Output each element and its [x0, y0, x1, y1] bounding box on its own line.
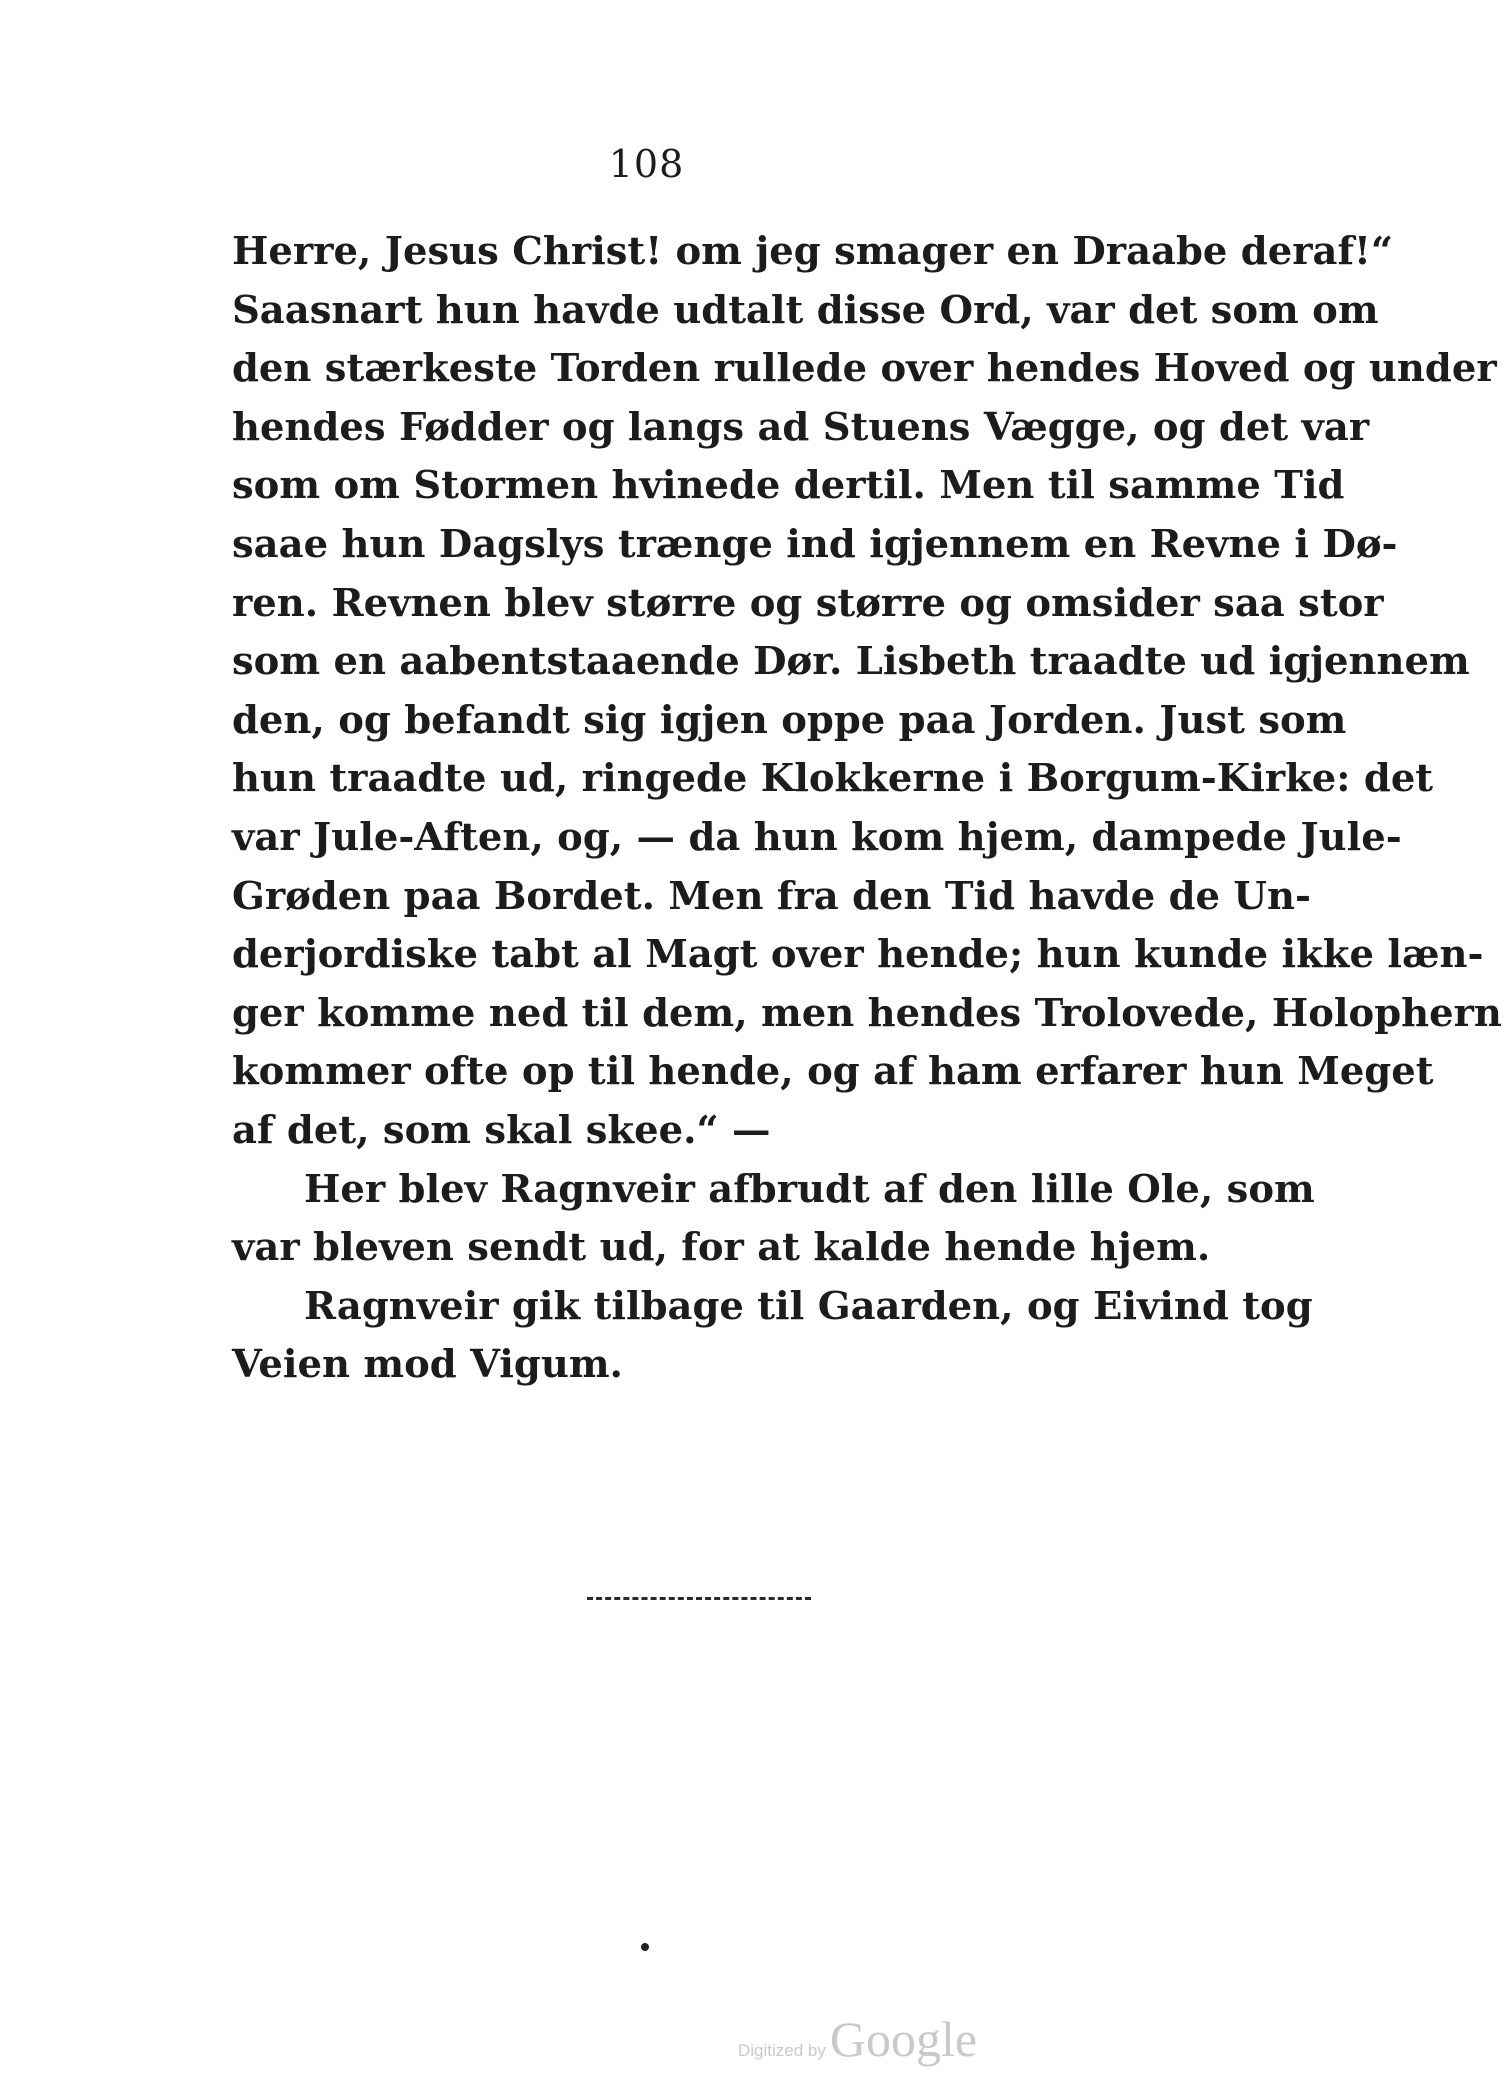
text-line: som en aabentstaaende Dør. Lisbeth traadte ud igjennem: [232, 639, 1470, 685]
text-line: Herre, Jesus Christ! om jeg smager en Draabe deraf!“: [232, 229, 1394, 274]
text-line: Her blev Ragnveir afbrudt af den lille Ole, som: [304, 1166, 1315, 1212]
watermark-small: Digitized by: [738, 2041, 826, 2060]
text-line: den stærkeste Torden rullede over hendes Hoved og under: [232, 346, 1497, 392]
watermark: [738, 2010, 977, 2068]
text-line: Saasnart hun havde udtalt disse Ord, var det som om: [232, 287, 1379, 333]
text-line: hendes Fødder og langs ad Stuens Vægge, og det var: [232, 404, 1370, 450]
text-line: hun traadte ud, ringede Klokkerne i Borgum-Kirke: det: [232, 756, 1434, 802]
text-line: Grøden paa Bordet. Men fra den Tid havde de Un-: [232, 873, 1311, 919]
watermark-logo: Google: [829, 2011, 978, 2067]
text-line: saae hun Dagslys trænge ind igjennem en Revne i Dø-: [232, 521, 1398, 567]
text-line: den, og befandt sig igjen oppe paa Jorden. Just som: [232, 697, 1347, 743]
end-divider: [587, 1597, 811, 1600]
text-line: var Jule-Aften, og, — da hun kom hjem, dampede Jule-: [232, 814, 1402, 860]
text-line: som om Stormen hvinede dertil. Men til samme Tid: [232, 463, 1345, 509]
text-line: derjordiske tabt al Magt over hende; hun kunde ikke læn-: [232, 932, 1484, 978]
page-mark: [641, 1943, 649, 1951]
body-text: [232, 223, 1502, 1395]
text-line: ren. Revnen blev større og større og omsider saa stor: [232, 580, 1384, 626]
text-line: ger komme ned til dem, men hendes Trolovede, Holophern: [232, 990, 1502, 1036]
text-line: kommer ofte op til hende, og af ham erfarer hun Meget: [232, 1049, 1434, 1095]
text-line: Veien mod Vigum.: [232, 1342, 623, 1388]
page-number: 108: [608, 142, 685, 186]
text-line: Ragnveir gik tilbage til Gaarden, og Eivind tog: [304, 1283, 1313, 1329]
text-line: var bleven sendt ud, for at kalde hende hjem.: [232, 1225, 1211, 1271]
text-line: af det, som skal skee.“ —: [232, 1107, 771, 1153]
